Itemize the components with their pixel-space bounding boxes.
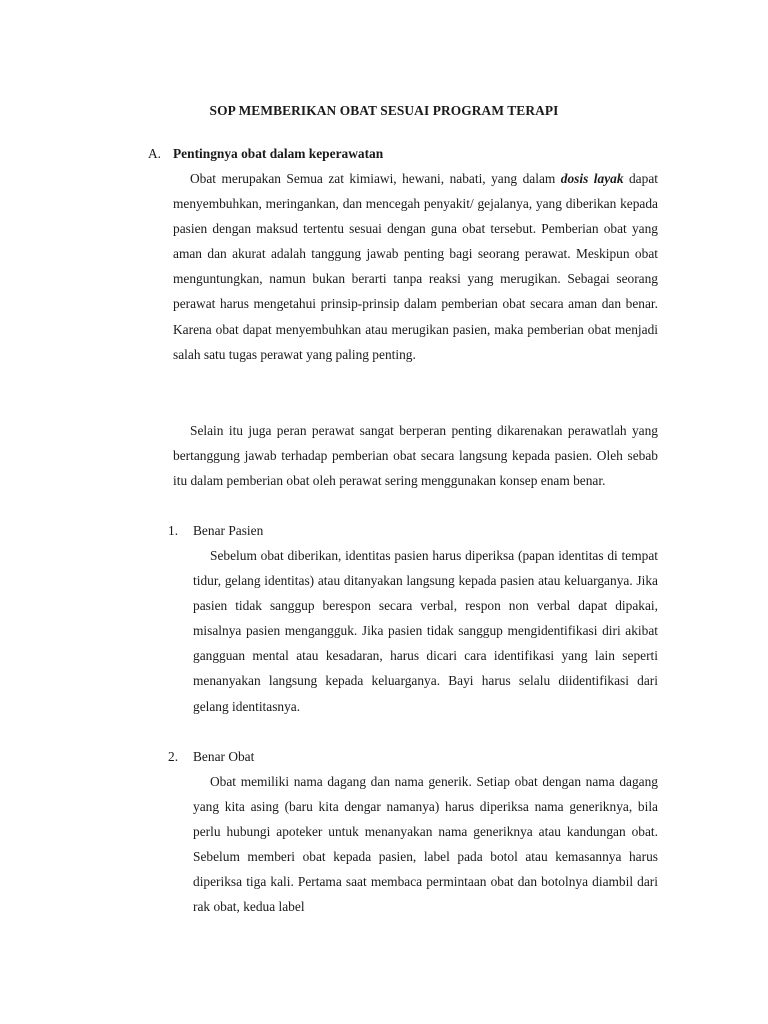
list-item-heading: [168, 749, 254, 765]
second-paragraph-text: Selain itu juga peran perawat sangat berperan penting dikarenakan perawatlah yang bertanggung jawab terhadap pemberian obat secara langsung kepada pasien. Oleh sebab itu dalam pemberian obat oleh perawat sering menggunakan konsep enam benar.: [173, 423, 658, 489]
document-title: SOP MEMBERIKAN OBAT SESUAI PROGRAM TERAPI: [209, 103, 559, 118]
intro-emphasis: dosis layak: [560, 171, 624, 186]
intro-text-before: Obat merupakan Semua zat kimiawi, hewani, nabati, yang dalam: [190, 171, 561, 186]
section-a-heading-text: Pentingnya obat dalam keperawatan: [173, 146, 384, 161]
list-item-text: Sebelum obat diberikan, identitas pasien harus diperiksa (papan identitas di tempat tidur, gelang identitas) atau ditanyakan langsung kepada pasien atau keluarganya. Jika pasien tidak sanggup berespon secara verbal, respon non verbal dapat dipakai, misalnya pasien mengangguk. Jika pasien tidak sanggup mengidentifikasi diri akibat gangguan mental atau kesadaran, harus dicari cara identifikasi yang lain seperti menanyakan langsung kepada keluarganya. Bayi harus selalu diidentifikasi dari gelang identitasnya.: [193, 548, 658, 714]
intro-paragraph: [173, 166, 658, 367]
list-item-number: 1.: [168, 523, 179, 538]
section-a-heading: [148, 146, 383, 162]
list-item-number: 2.: [168, 749, 179, 764]
list-item-body: [193, 769, 658, 920]
section-a-marker: A.: [148, 146, 162, 161]
list-item-title: Benar Pasien: [193, 523, 264, 538]
list-item-title: Benar Obat: [193, 749, 255, 764]
list-item-body: [193, 543, 658, 719]
list-item-heading: [168, 523, 263, 539]
list-item-text: Obat memiliki nama dagang dan nama generik. Setiap obat dengan nama dagang yang kita asing (baru kita dengar namanya) harus diperiksa nama generiknya, bila perlu hubungi apoteker untuk menanyakan nama generiknya atau kandungan obat. Sebelum memberi obat kepada pasien, label pada botol atau kemasannya harus diperiksa tiga kali. Pertama saat membaca permintaan obat dan botolnya diambil dari rak obat, kedua label: [193, 774, 658, 915]
second-paragraph: [173, 418, 658, 493]
intro-text-after: dapat menyembuhkan, meringankan, dan mencegah penyakit/ gejalanya, yang diberikan kepada pasien dengan maksud tertentu sesuai dengan guna obat tersebut. Pemberian obat yang aman dan akurat adalah tanggung jawab penting bagi seorang perawat. Meskipun obat menguntungkan, namun bukan berarti tanpa reaksi yang merugikan. Sebagai seorang perawat harus mengetahui prinsip-prinsip dalam pemberian obat secara aman dan benar. Karena obat dapat menyembuhkan atau merugikan pasien, maka pemberian obat menjadi salah satu tugas perawat yang paling penting.: [173, 171, 658, 362]
